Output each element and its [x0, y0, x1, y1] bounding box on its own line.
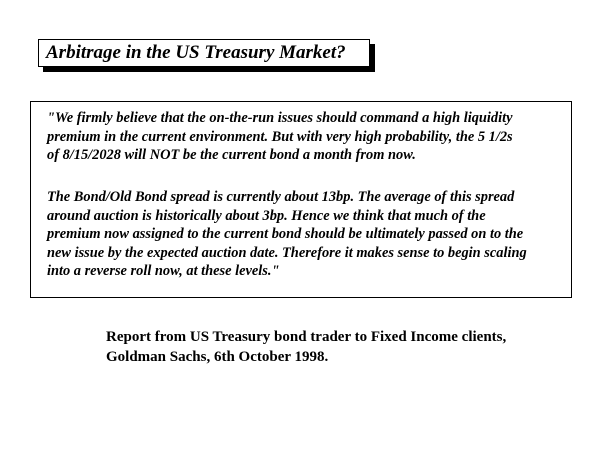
- quote-line: of 8/15/2028 will NOT be the current bond a month from now.: [47, 147, 416, 164]
- slide-title: Arbitrage in the US Treasury Market?: [46, 42, 346, 63]
- quote-paragraph-1: [47, 109, 567, 165]
- quote-line: into a reverse roll now, at these levels.": [47, 263, 280, 280]
- quote-line: around auction is historically about 3bp. Hence we think that much of the: [47, 207, 486, 224]
- caption-line: Goldman Sachs, 6th October 1998.: [106, 348, 329, 365]
- quote-line: The Bond/Old Bond spread is currently about 13bp. The average of this spread: [47, 189, 515, 205]
- quote-line: premium now assigned to the current bond should be ultimately passed on to the: [47, 226, 524, 243]
- source-caption: [106, 328, 506, 367]
- quote-line: premium in the current environment. But with very high probability, the 5 1/2s: [47, 128, 513, 145]
- quote-box: [30, 101, 572, 298]
- title-box: [38, 39, 370, 67]
- quote-line: new issue by the expected auction date. Therefore it makes sense to begin scaling: [47, 244, 527, 261]
- quote-paragraph-2: [47, 188, 567, 281]
- caption-line: Report from US Treasury bond trader to Fixed Income clients,: [106, 329, 507, 345]
- quote-line: "We firmly believe that the on-the-run issues should command a high liquidity: [47, 110, 513, 126]
